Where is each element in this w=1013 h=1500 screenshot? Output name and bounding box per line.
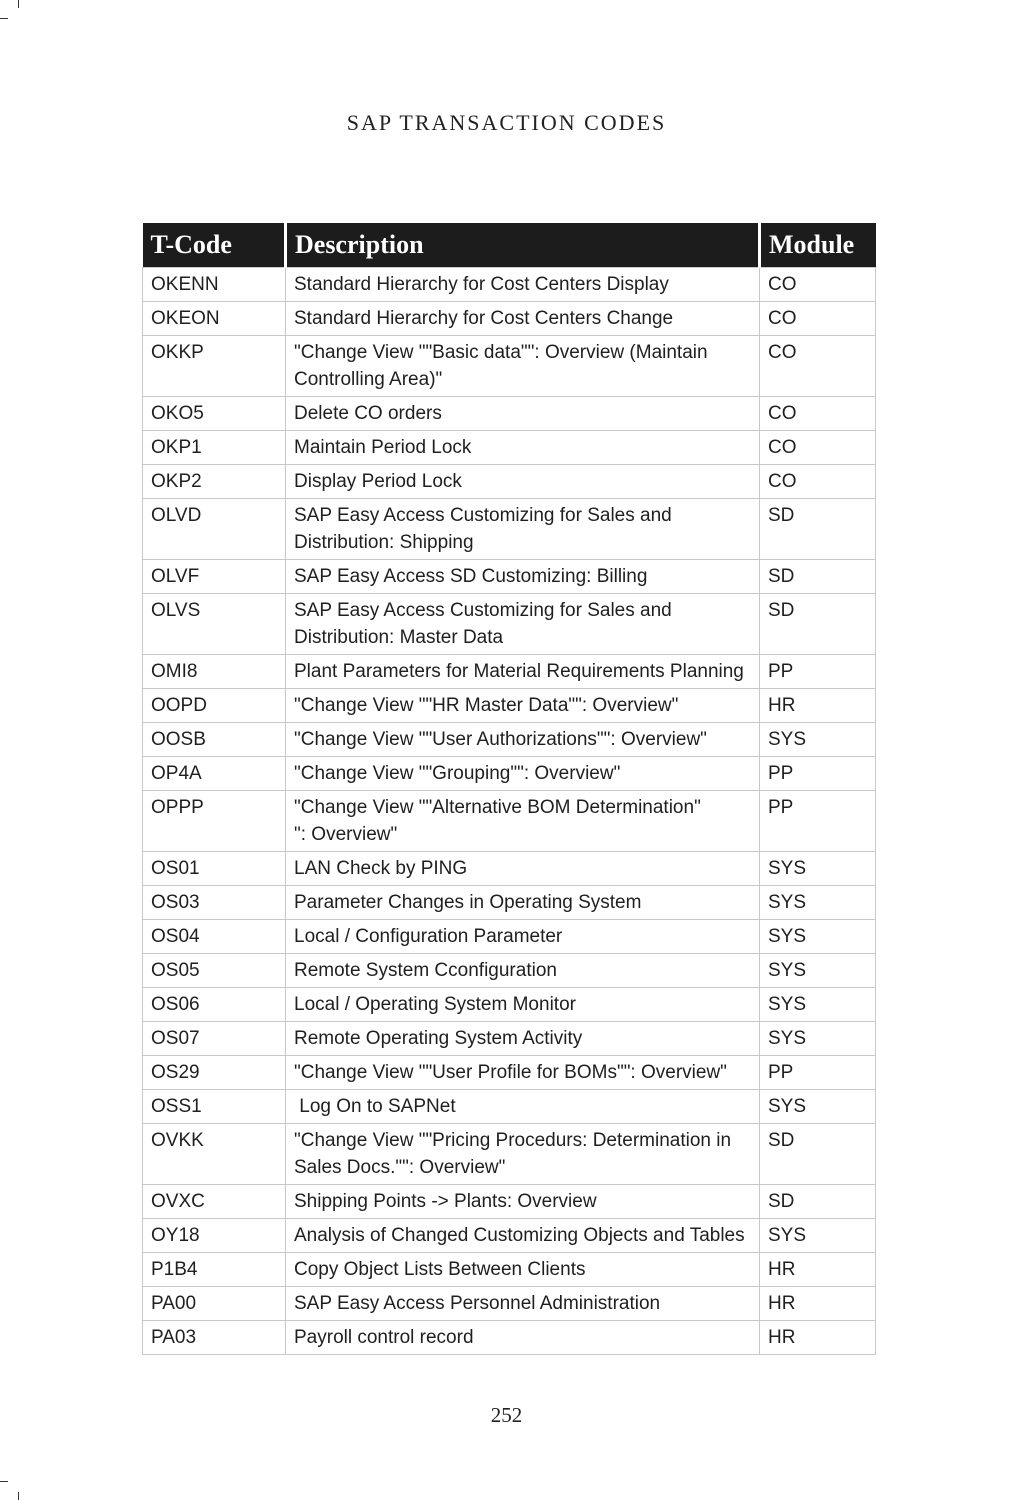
tcode-cell: OY18 xyxy=(143,1219,286,1253)
tcode-cell: P1B4 xyxy=(143,1253,286,1287)
tcode-cell: OP4A xyxy=(143,757,286,791)
description-cell: Delete CO orders xyxy=(286,397,760,431)
table-row xyxy=(143,1287,876,1321)
table-row xyxy=(143,886,876,920)
transaction-codes-table xyxy=(142,223,876,1355)
table-row xyxy=(143,1253,876,1287)
tcode-cell: OLVD xyxy=(143,499,286,560)
table-row xyxy=(143,757,876,791)
tcode-cell: OKKP xyxy=(143,336,286,397)
description-cell: Payroll control record xyxy=(286,1321,760,1355)
tcode-cell: OKO5 xyxy=(143,397,286,431)
table-row xyxy=(143,920,876,954)
module-cell: SYS xyxy=(760,1022,876,1056)
description-cell: Analysis of Changed Customizing Objects and Tables xyxy=(286,1219,760,1253)
module-cell: CO xyxy=(760,302,876,336)
module-cell: CO xyxy=(760,465,876,499)
table-row xyxy=(143,1090,876,1124)
module-cell: PP xyxy=(760,1056,876,1090)
module-cell: CO xyxy=(760,268,876,302)
tcode-cell: OLVS xyxy=(143,594,286,655)
module-cell: SYS xyxy=(760,1090,876,1124)
tcode-cell: OS04 xyxy=(143,920,286,954)
module-cell: CO xyxy=(760,397,876,431)
tcode-cell: OVXC xyxy=(143,1185,286,1219)
tcode-cell: OS29 xyxy=(143,1056,286,1090)
tcode-cell: PA00 xyxy=(143,1287,286,1321)
module-cell: SYS xyxy=(760,723,876,757)
crop-mark xyxy=(0,1481,8,1482)
table-row xyxy=(143,954,876,988)
table-row xyxy=(143,1124,876,1185)
tcode-cell: OS05 xyxy=(143,954,286,988)
tcode-cell: OS01 xyxy=(143,852,286,886)
module-cell: HR xyxy=(760,1287,876,1321)
table-row xyxy=(143,431,876,465)
description-cell: "Change View ""Grouping"": Overview" xyxy=(286,757,760,791)
column-header-description: Description xyxy=(286,223,760,268)
tcode-cell: OSS1 xyxy=(143,1090,286,1124)
module-cell: HR xyxy=(760,689,876,723)
table-row xyxy=(143,499,876,560)
module-cell: SYS xyxy=(760,886,876,920)
description-cell: Standard Hierarchy for Cost Centers Change xyxy=(286,302,760,336)
tcode-cell: OLVF xyxy=(143,560,286,594)
description-cell: "Change View ""User Authorizations"": Overview" xyxy=(286,723,760,757)
crop-mark xyxy=(0,18,8,19)
description-cell: "Change View ""Pricing Procedurs: Determination in Sales Docs."": Overview" xyxy=(286,1124,760,1185)
module-cell: HR xyxy=(760,1253,876,1287)
tcode-cell: OKENN xyxy=(143,268,286,302)
description-cell: SAP Easy Access Customizing for Sales and Distribution: Master Data xyxy=(286,594,760,655)
description-cell: Display Period Lock xyxy=(286,465,760,499)
tcode-cell: OVKK xyxy=(143,1124,286,1185)
table-row xyxy=(143,1022,876,1056)
module-cell: SYS xyxy=(760,852,876,886)
description-cell: Maintain Period Lock xyxy=(286,431,760,465)
tcode-cell: OKEON xyxy=(143,302,286,336)
module-cell: CO xyxy=(760,336,876,397)
table-row xyxy=(143,397,876,431)
tcode-cell: OMI8 xyxy=(143,655,286,689)
tcode-cell: OKP1 xyxy=(143,431,286,465)
table-row xyxy=(143,723,876,757)
tcode-cell: OOPD xyxy=(143,689,286,723)
description-cell: Local / Configuration Parameter xyxy=(286,920,760,954)
tcode-cell: OPPP xyxy=(143,791,286,852)
table-row xyxy=(143,560,876,594)
module-cell: PP xyxy=(760,757,876,791)
table-row xyxy=(143,791,876,852)
table-row xyxy=(143,1185,876,1219)
tcode-cell: OOSB xyxy=(143,723,286,757)
description-cell: Parameter Changes in Operating System xyxy=(286,886,760,920)
description-cell: "Change View ""Alternative BOM Determination" ": Overview" xyxy=(286,791,760,852)
tcode-cell: OS06 xyxy=(143,988,286,1022)
description-cell: "Change View ""HR Master Data"": Overview" xyxy=(286,689,760,723)
description-cell: Copy Object Lists Between Clients xyxy=(286,1253,760,1287)
module-cell: SYS xyxy=(760,1219,876,1253)
description-cell: Remote Operating System Activity xyxy=(286,1022,760,1056)
table-row xyxy=(143,302,876,336)
module-cell: SYS xyxy=(760,920,876,954)
module-cell: SYS xyxy=(760,988,876,1022)
table-row xyxy=(143,268,876,302)
table-row xyxy=(143,1321,876,1355)
module-cell: SD xyxy=(760,499,876,560)
module-cell: PP xyxy=(760,791,876,852)
module-cell: SD xyxy=(760,1124,876,1185)
description-cell: Plant Parameters for Material Requirements Planning xyxy=(286,655,760,689)
table-row xyxy=(143,655,876,689)
tcode-cell: OS03 xyxy=(143,886,286,920)
table-row xyxy=(143,594,876,655)
description-cell: Log On to SAPNet xyxy=(286,1090,760,1124)
tcode-cell: OS07 xyxy=(143,1022,286,1056)
description-cell: Remote System Cconfiguration xyxy=(286,954,760,988)
running-head: SAP TRANSACTION CODES xyxy=(346,110,667,135)
module-cell: HR xyxy=(760,1321,876,1355)
tcode-cell: PA03 xyxy=(143,1321,286,1355)
description-cell: "Change View ""Basic data"": Overview (Maintain Controlling Area)" xyxy=(286,336,760,397)
column-header-tcode: T-Code xyxy=(143,223,286,268)
table-row xyxy=(143,465,876,499)
module-cell: CO xyxy=(760,431,876,465)
module-cell: SD xyxy=(760,560,876,594)
tcode-cell: OKP2 xyxy=(143,465,286,499)
description-cell: Shipping Points -> Plants: Overview xyxy=(286,1185,760,1219)
description-cell: SAP Easy Access Personnel Administration xyxy=(286,1287,760,1321)
description-cell: LAN Check by PING xyxy=(286,852,760,886)
module-cell: PP xyxy=(760,655,876,689)
table-row xyxy=(143,689,876,723)
module-cell: SYS xyxy=(760,954,876,988)
module-cell: SD xyxy=(760,1185,876,1219)
description-cell: SAP Easy Access SD Customizing: Billing xyxy=(286,560,760,594)
table-row xyxy=(143,852,876,886)
module-cell: SD xyxy=(760,594,876,655)
crop-mark xyxy=(18,0,19,8)
page-number: 252 xyxy=(490,1403,523,1427)
description-cell: Local / Operating System Monitor xyxy=(286,988,760,1022)
description-cell: "Change View ""User Profile for BOMs"": Overview" xyxy=(286,1056,760,1090)
crop-mark xyxy=(18,1492,19,1500)
table-header-row xyxy=(143,223,876,268)
table-row xyxy=(143,336,876,397)
description-cell: Standard Hierarchy for Cost Centers Display xyxy=(286,268,760,302)
table-row xyxy=(143,988,876,1022)
column-header-module: Module xyxy=(760,223,876,268)
description-cell: SAP Easy Access Customizing for Sales and Distribution: Shipping xyxy=(286,499,760,560)
table-body xyxy=(143,268,876,1355)
table-row xyxy=(143,1056,876,1090)
table-row xyxy=(143,1219,876,1253)
